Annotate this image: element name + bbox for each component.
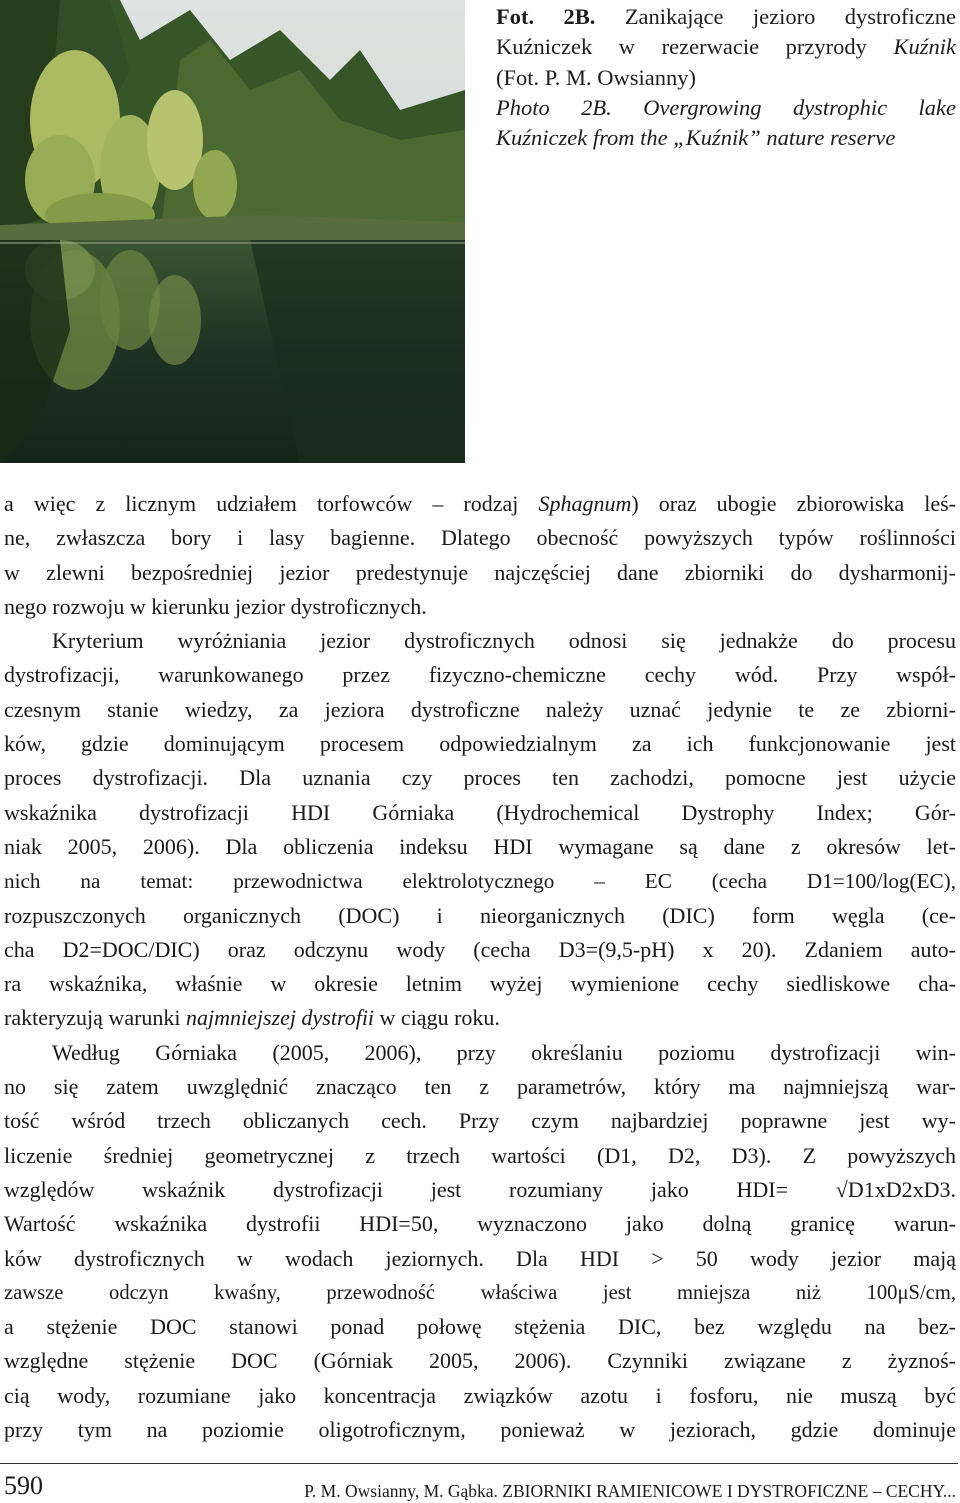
running-head: P. M. Owsianny, M. Gąbka. ZBIORNIKI RAMIENICOWE I DYSTROFICZNE – CECHY...: [304, 1481, 956, 1501]
body-line: cha D2=DOC/DIC) oraz odczynu wody (cecha D3=(9,5-pH) x 20). Zdaniem auto-: [4, 936, 956, 962]
italic-term: najmniejszej dystrofii: [186, 1005, 375, 1031]
body-line: Wartość wskaźnika dystrofii HDI=50, wyznaczono jako dolną granicę warun-: [4, 1211, 956, 1237]
footer-rule: [0, 1463, 958, 1464]
body-line: nich na temat: przewodnictwa elektrolotycznego – EC (cecha D1=100/log(EC),: [4, 869, 956, 894]
caption-label: Fot. 2B.: [496, 4, 596, 29]
body-line: dystrofizacji, warunkowanego przez fizyczno-chemiczne cechy wód. Przy współ-: [4, 662, 956, 688]
caption-pl-text-1: Zanikające jezioro dystroficzne: [595, 4, 956, 29]
body-line: ra wskaźnika, właśnie w okresie letnim wyżej wymienione cechy siedliskowe cha-: [4, 971, 956, 997]
body-line: zawsze odczyn kwaśny, przewodność właściwa jest mniejsza niż 100μS/cm,: [4, 1281, 956, 1304]
body-line: niak 2005, 2006). Dla obliczenia indeksu HDI wymagane są dane z okresów let-: [4, 833, 956, 859]
body-line: czesnym stanie wiedzy, za jeziora dystroficzne należy uznać jedynie te ze zbiorni-: [4, 696, 956, 722]
body-line: ków, gdzie dominującym procesem odpowiedzialnym za ich funkcjonowanie jest: [4, 731, 956, 757]
body-line: wskaźnika dystrofizacji HDI Górniaka (Hydrochemical Dystrophy Index; Gór-: [4, 799, 956, 825]
caption-en-line-2: Kuźniczek from the „Kuźnik” nature reserve: [496, 125, 896, 151]
caption-pl-line-2: Kuźniczek w rezerwacie przyrody Kuźnik: [496, 34, 956, 60]
italic-place-name: Kuźnik: [893, 34, 956, 60]
lake-photo: [0, 0, 465, 463]
body-line: a stężenie DOC stanowi ponad połowę stężenia DIC, bez względu na bez-: [4, 1314, 956, 1340]
body-line: Według Górniaka (2005, 2006), przy określaniu poziomu dystrofizacji win-: [52, 1039, 956, 1065]
italic-term: Sphagnum: [538, 491, 632, 516]
body-text: [4, 487, 956, 1447]
body-line: względów wskaźnik dystrofizacji jest rozumiany jako HDI= √D1xD2xD3.: [4, 1176, 956, 1202]
body-line: względne stężenie DOC (Górniak 2005, 2006). Czynniki związane z żyznoś-: [4, 1348, 956, 1374]
body-line: ne, zwłaszcza bory i lasy bagienne. Dlatego obecność powyższych typów roślinności: [4, 525, 956, 551]
body-line: cią wody, rozumiane jako koncentracja związków azotu i fosforu, nie muszą być: [4, 1382, 956, 1408]
body-line: no się zatem uwzględnić znacząco ten z parametrów, który ma najmniejszą war-: [4, 1074, 956, 1100]
body-line: ków dystroficznych w wodach jeziornych. Dla HDI > 50 wody jezior mają: [4, 1245, 956, 1271]
body-line: rozpuszczonych organicznych (DOC) i nieorganicznych (DIC) form węgla (ce-: [4, 902, 956, 928]
lake-photo-drawing: [0, 0, 465, 463]
body-line: przy tym na poziomie oligotroficznym, ponieważ w jeziorach, gdzie dominuje: [4, 1417, 956, 1443]
body-line: liczenie średniej geometrycznej z trzech wartości (D1, D2, D3). Z powyższych: [4, 1142, 956, 1168]
caption-pl-line-1: [496, 2, 956, 32]
page-number: 590: [4, 1471, 43, 1500]
body-line: a więc z licznym udziałem torfowców – rodzaj Sphagnum) oraz ubogie zbiorowiska leś-: [4, 491, 956, 516]
caption-en-line-1: Photo 2B. Overgrowing dystrophic lake: [496, 94, 956, 120]
body-line: w zlewni bezpośredniej jezior predestynuje najczęściej dane zbiorniki do dysharmonij-: [4, 559, 956, 585]
body-line: proces dystrofizacji. Dla uznania czy proces ten zachodzi, pomocne jest użycie: [4, 765, 956, 791]
body-line: Kryterium wyróżniania jezior dystroficznych odnosi się jednakże do procesu: [52, 628, 956, 654]
body-line: rakteryzują warunki najmniejszej dystrofii w ciągu roku.: [4, 1005, 500, 1031]
body-line: tość wśród trzech obliczanych cech. Przy czym najbardziej poprawne jest wy-: [4, 1108, 956, 1134]
body-line: nego rozwoju w kierunku jezior dystroficznych.: [4, 593, 427, 619]
photo-caption: [496, 2, 956, 153]
caption-pl-line-3: (Fot. P. M. Owsianny): [496, 64, 697, 90]
